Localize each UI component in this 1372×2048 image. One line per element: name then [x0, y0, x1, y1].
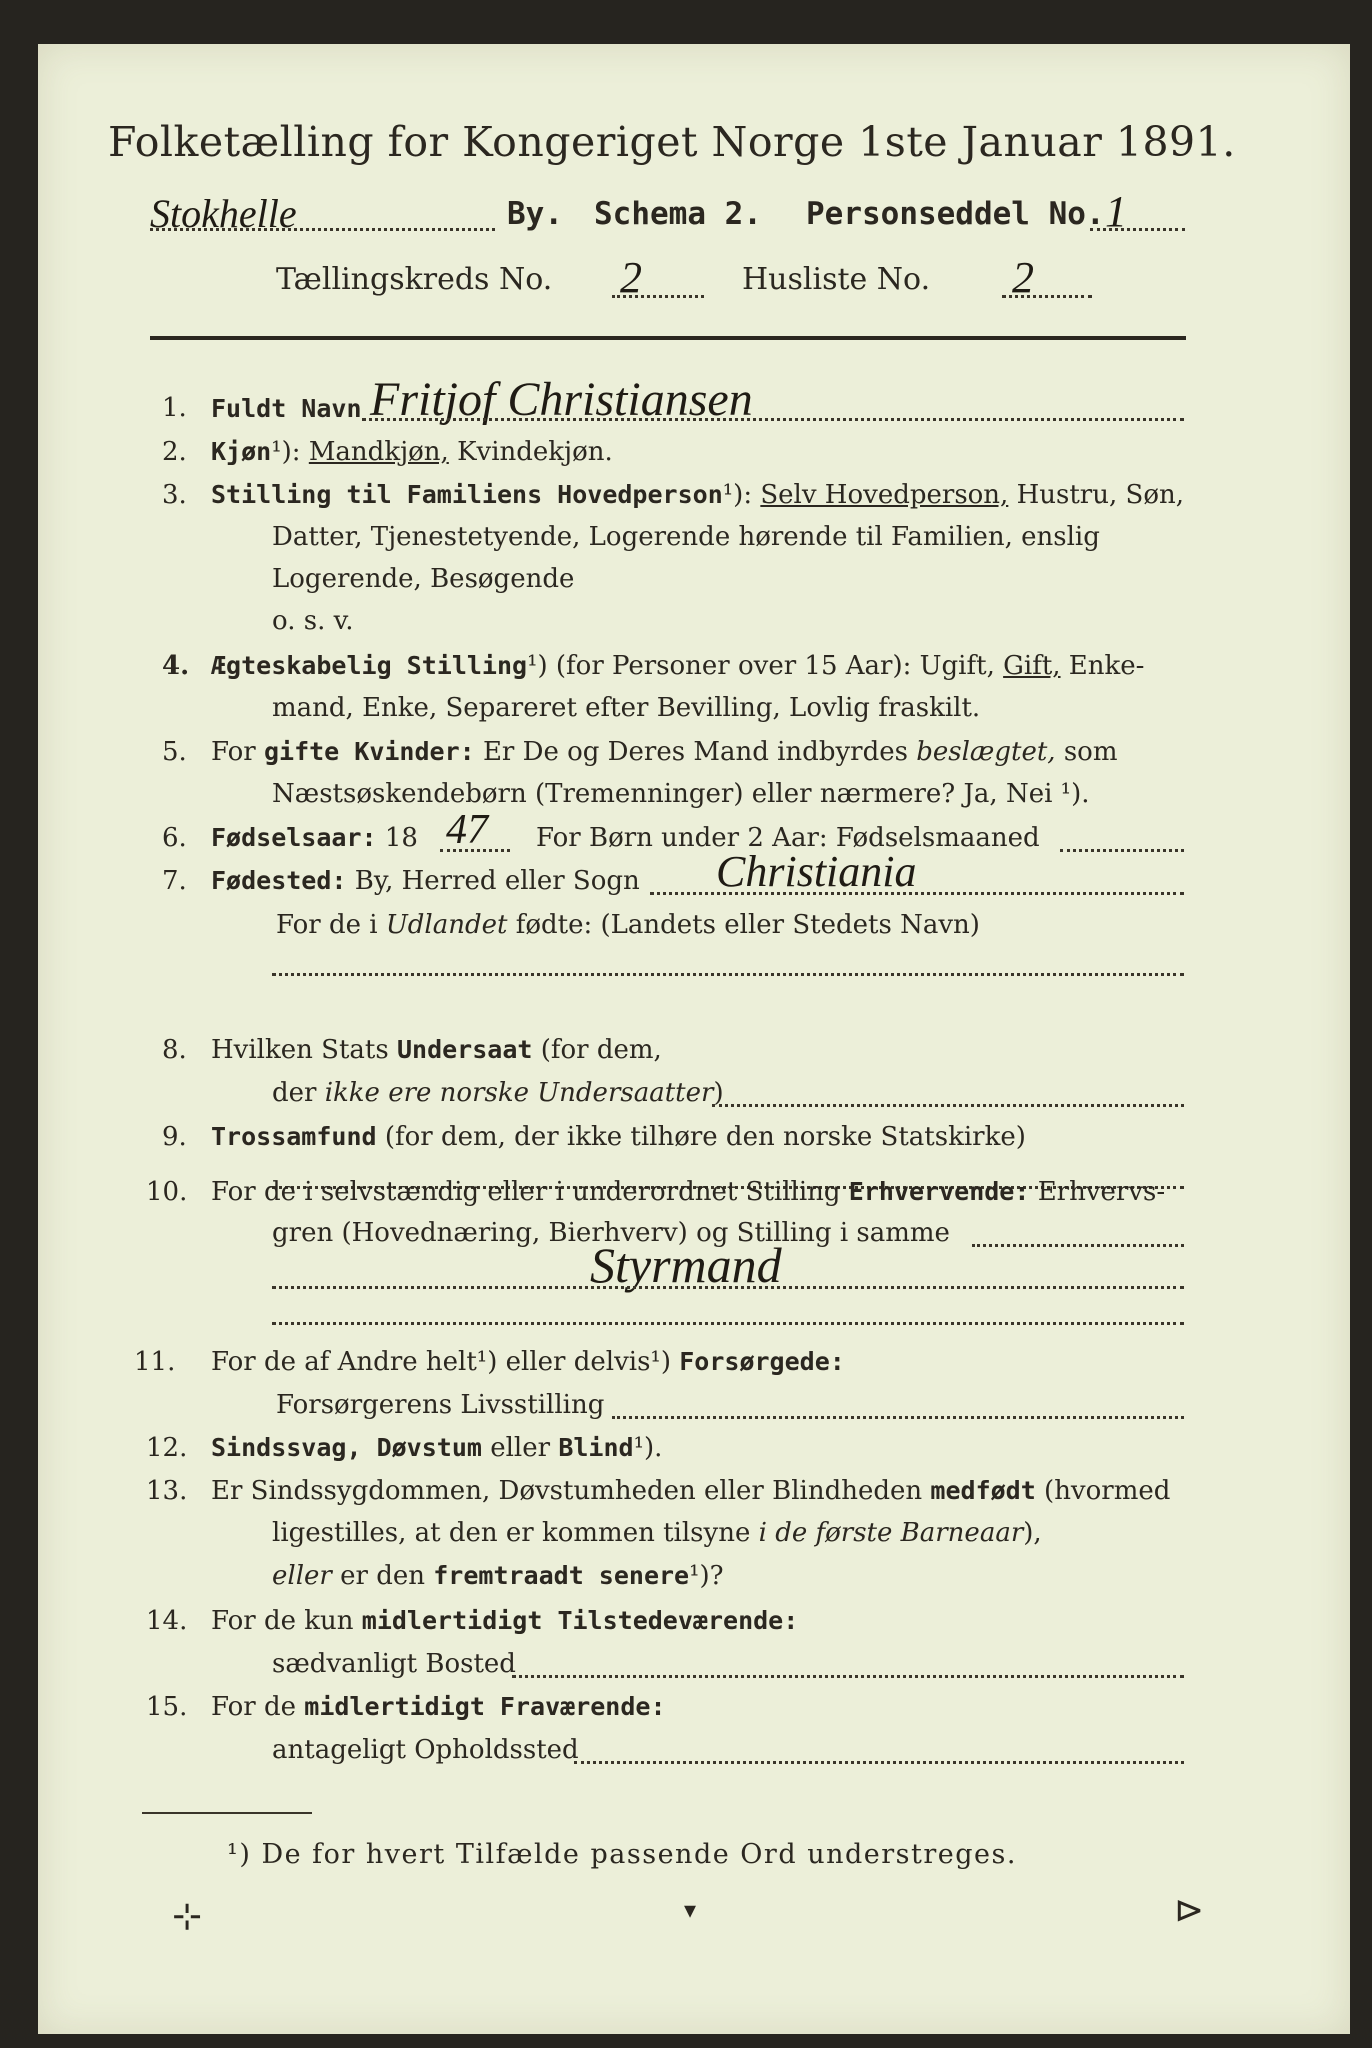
item-15-line-2: antageligt Opholdssted	[272, 1735, 579, 1765]
item-8-label: Undersaat	[396, 1035, 533, 1064]
header-rule	[150, 336, 1186, 340]
item-15-line-1	[211, 1692, 666, 1722]
item-2-option-kvindekjon: Kvindekjøn.	[457, 437, 613, 467]
item-7-line-2	[276, 910, 980, 940]
item-13-close: ),	[1023, 1518, 1042, 1548]
item-11-line-1	[211, 1347, 845, 1377]
item-5-line-2: Næstsøskendebørn (Tremenninger) eller nærmere? Ja, Nei ¹).	[272, 779, 1090, 809]
item-4-number: 4.	[162, 651, 190, 681]
item-7-text: By, Herred eller Sogn	[354, 866, 640, 896]
item-4-label: Ægteskabelig Stilling	[211, 651, 528, 680]
item-2-label: Kjøn	[211, 437, 272, 466]
item-12-label-1: Sindssvag, Døvstum	[211, 1433, 482, 1462]
item-8-number: 8.	[162, 1035, 187, 1065]
personseddel-number: 1	[1105, 187, 1127, 236]
item-1-label: Fuldt Navn	[211, 394, 362, 423]
item-3-footnote-ref: ¹):	[722, 480, 753, 510]
item-13-text: Er Sindssygdommen, Døvstumheden eller Blindheden	[211, 1476, 923, 1506]
item-7-landets: fødte: (Landets eller Stedets Navn)	[515, 910, 980, 940]
item-13-line-2	[272, 1518, 1042, 1548]
form-title: Folketælling for Kongeriget Norge 1ste Januar 1891.	[108, 118, 1236, 166]
item-3-line-4: o. s. v.	[272, 606, 354, 636]
item-8-close-paren: )	[713, 1078, 724, 1108]
item-10-answer-occupation: Styrmand	[590, 1237, 782, 1293]
item-5-label: gifte Kvinder:	[263, 737, 475, 766]
registration-mark-center: ▾	[684, 1896, 697, 1924]
item-12-eller: eller	[490, 1433, 551, 1463]
item-3-line-1	[211, 480, 1184, 510]
item-14-dotted-line	[512, 1675, 1184, 1678]
item-14-text: For de kun	[211, 1606, 354, 1636]
footnote-text: ¹) De for hvert Tilfælde passende Ord understreges.	[227, 1839, 1017, 1870]
item-2-number: 2.	[162, 437, 187, 467]
item-10-dotted-line-1	[972, 1244, 1184, 1247]
item-6-line	[211, 823, 418, 853]
item-4-line-1	[211, 651, 1144, 681]
item-13-line-3	[272, 1561, 724, 1591]
item-12-number: 12.	[146, 1433, 188, 1463]
item-9-text: (for dem, der ikke tilhøre den norske Statskirke)	[384, 1122, 1026, 1152]
item-2-text	[211, 437, 613, 467]
item-11-number: 11.	[134, 1347, 176, 1377]
husliste-label: Husliste No.	[742, 262, 931, 297]
item-5-beslaegtet: beslægtet,	[916, 737, 1056, 767]
item-3-line-3: Logerende, Besøgende	[272, 564, 575, 594]
item-3-line-2: Datter, Tjenestetyende, Logerende hørende til Familien, enslig	[272, 522, 1100, 552]
item-9-label: Trossamfund	[211, 1122, 377, 1151]
item-13-label-2: fremtraadt senere	[433, 1561, 690, 1590]
husliste-dotted-line	[1002, 295, 1092, 298]
item-1-dotted-line	[362, 418, 1184, 421]
item-9-line	[211, 1122, 1026, 1152]
item-14-line-2: sædvanligt Bosted	[272, 1649, 516, 1679]
item-9-number: 9.	[162, 1122, 187, 1152]
item-10-line-2: gren (Hovednæring, Bierhverv) og Stilling i samme	[272, 1218, 950, 1248]
city-dotted-line	[150, 228, 495, 231]
item-5-som: som	[1063, 737, 1118, 767]
item-15-label: midlertidigt Fraværende:	[304, 1692, 666, 1721]
item-3-option-selv-hovedperson: Selv Hovedperson,	[760, 480, 1009, 510]
item-10-dotted-line-3	[272, 1322, 1184, 1325]
kreds-label: Tællingskreds No.	[276, 262, 553, 297]
item-8-ikke-norske: ikke ere norske Undersaatter	[324, 1078, 714, 1108]
item-7-foreign-dotted-line	[272, 973, 1184, 976]
kreds-number: 2	[620, 253, 642, 302]
item-3-number: 3.	[162, 480, 187, 510]
item-7-answer-birthplace: Christiania	[716, 847, 917, 896]
item-6-number: 6.	[162, 823, 187, 853]
item-11-label: Forsørgede:	[679, 1347, 845, 1376]
item-11-line-2: Forsørgerens Livsstilling	[276, 1390, 605, 1420]
kreds-dotted-line	[612, 295, 704, 298]
footnote-rule	[142, 1812, 312, 1814]
item-6-month-dotted-line	[1060, 849, 1184, 852]
item-7-label: Fødested:	[211, 866, 347, 895]
schema-label: Schema 2.	[594, 196, 762, 232]
item-4-line-2: mand, Enke, Separeret efter Bevilling, Lovlig fraskilt.	[272, 693, 981, 723]
item-14-line-1	[211, 1606, 798, 1636]
item-13-eller: eller	[272, 1561, 332, 1591]
item-13-number: 13.	[146, 1476, 188, 1506]
item-13-footnote-ref: ¹)?	[689, 1561, 724, 1591]
item-2-footnote-ref: ¹):	[271, 437, 301, 467]
item-4-text: ¹) (for Personer over 15 Aar): Ugift,	[527, 651, 995, 681]
item-15-number: 15.	[146, 1692, 188, 1722]
item-7-for-de-i: For de i	[276, 910, 378, 940]
item-10-number: 10.	[146, 1177, 188, 1207]
item-13-line-1	[211, 1476, 1170, 1506]
item-6-year-dotted-line	[440, 849, 510, 852]
item-6-label: Fødselsaar:	[211, 823, 377, 852]
item-1-answer-name: Fritjof Christiansen	[370, 373, 753, 426]
item-7-number: 7.	[162, 866, 187, 896]
item-8-line-1	[211, 1035, 662, 1065]
item-13-label: medfødt	[930, 1476, 1036, 1505]
item-5-line-1	[211, 737, 1117, 767]
item-7-dotted-line	[650, 892, 1184, 895]
item-10-dotted-line-2	[272, 1286, 1184, 1289]
personseddel-label: Personseddel No.	[806, 196, 1105, 232]
item-3-label: Stilling til Familiens Hovedperson	[211, 480, 723, 509]
item-10-erhvervs: Erhvervs-	[1037, 1177, 1166, 1207]
item-6-answer-year: 47	[446, 807, 488, 853]
item-5-for: For	[211, 737, 256, 767]
registration-mark-left: ⊹	[172, 1896, 203, 1937]
item-4-option-gift: Gift,	[1003, 651, 1061, 681]
item-5-number: 5.	[162, 737, 187, 767]
item-3-options-rest: Hustru, Søn,	[1016, 480, 1184, 510]
item-8-hvilken: Hvilken Stats	[211, 1035, 389, 1065]
item-10-label: Erhvervende:	[848, 1177, 1030, 1206]
item-11-dotted-line	[612, 1416, 1184, 1419]
item-12-line	[211, 1433, 662, 1463]
item-15-dotted-line	[574, 1761, 1184, 1764]
item-11-text: For de af Andre helt¹) eller delvis¹)	[211, 1347, 671, 1377]
item-4-enke: Enke-	[1068, 651, 1145, 681]
item-14-number: 14.	[146, 1606, 188, 1636]
item-10-line-1	[211, 1177, 1165, 1207]
item-15-text: For de	[211, 1692, 296, 1722]
item-13-er-den: er den	[340, 1561, 425, 1591]
personseddel-dotted-line	[1090, 228, 1185, 231]
item-13-hvormed: (hvormed	[1044, 1476, 1171, 1506]
item-8-der: der	[272, 1078, 317, 1108]
item-10-text: For de i selvstændig eller i underordnet Stilling	[211, 1177, 841, 1207]
item-8-line-2	[272, 1078, 724, 1108]
husliste-number: 2	[1012, 253, 1034, 302]
item-1-number: 1.	[162, 393, 187, 423]
item-2-option-mandkjon: Mandkjøn,	[308, 437, 449, 467]
registration-mark-right: ⊳	[1174, 1890, 1205, 1931]
item-7-udlandet: Udlandet	[385, 910, 508, 940]
item-13-barneaar: i de første Barneaar	[758, 1518, 1024, 1548]
city-handwritten: Stokhelle	[150, 191, 297, 236]
by-label: By.	[507, 196, 563, 232]
item-8-dotted-line	[712, 1104, 1184, 1107]
item-6-infant-text: For Børn under 2 Aar: Fødselsmaaned	[536, 823, 1040, 853]
item-14-label: midlertidigt Tilstedeværende:	[361, 1606, 799, 1635]
item-5-text: Er De og Deres Mand indbyrdes	[482, 737, 908, 767]
item-13-ligestilles: ligestilles, at den er kommen tilsyne	[272, 1518, 751, 1548]
item-8-for-dem: (for dem,	[540, 1035, 662, 1065]
item-12-footnote-ref: ¹).	[633, 1433, 663, 1463]
item-12-label-2: Blind	[558, 1433, 634, 1462]
item-7-line-1	[211, 866, 640, 896]
item-6-year-prefix: 18	[384, 823, 418, 853]
